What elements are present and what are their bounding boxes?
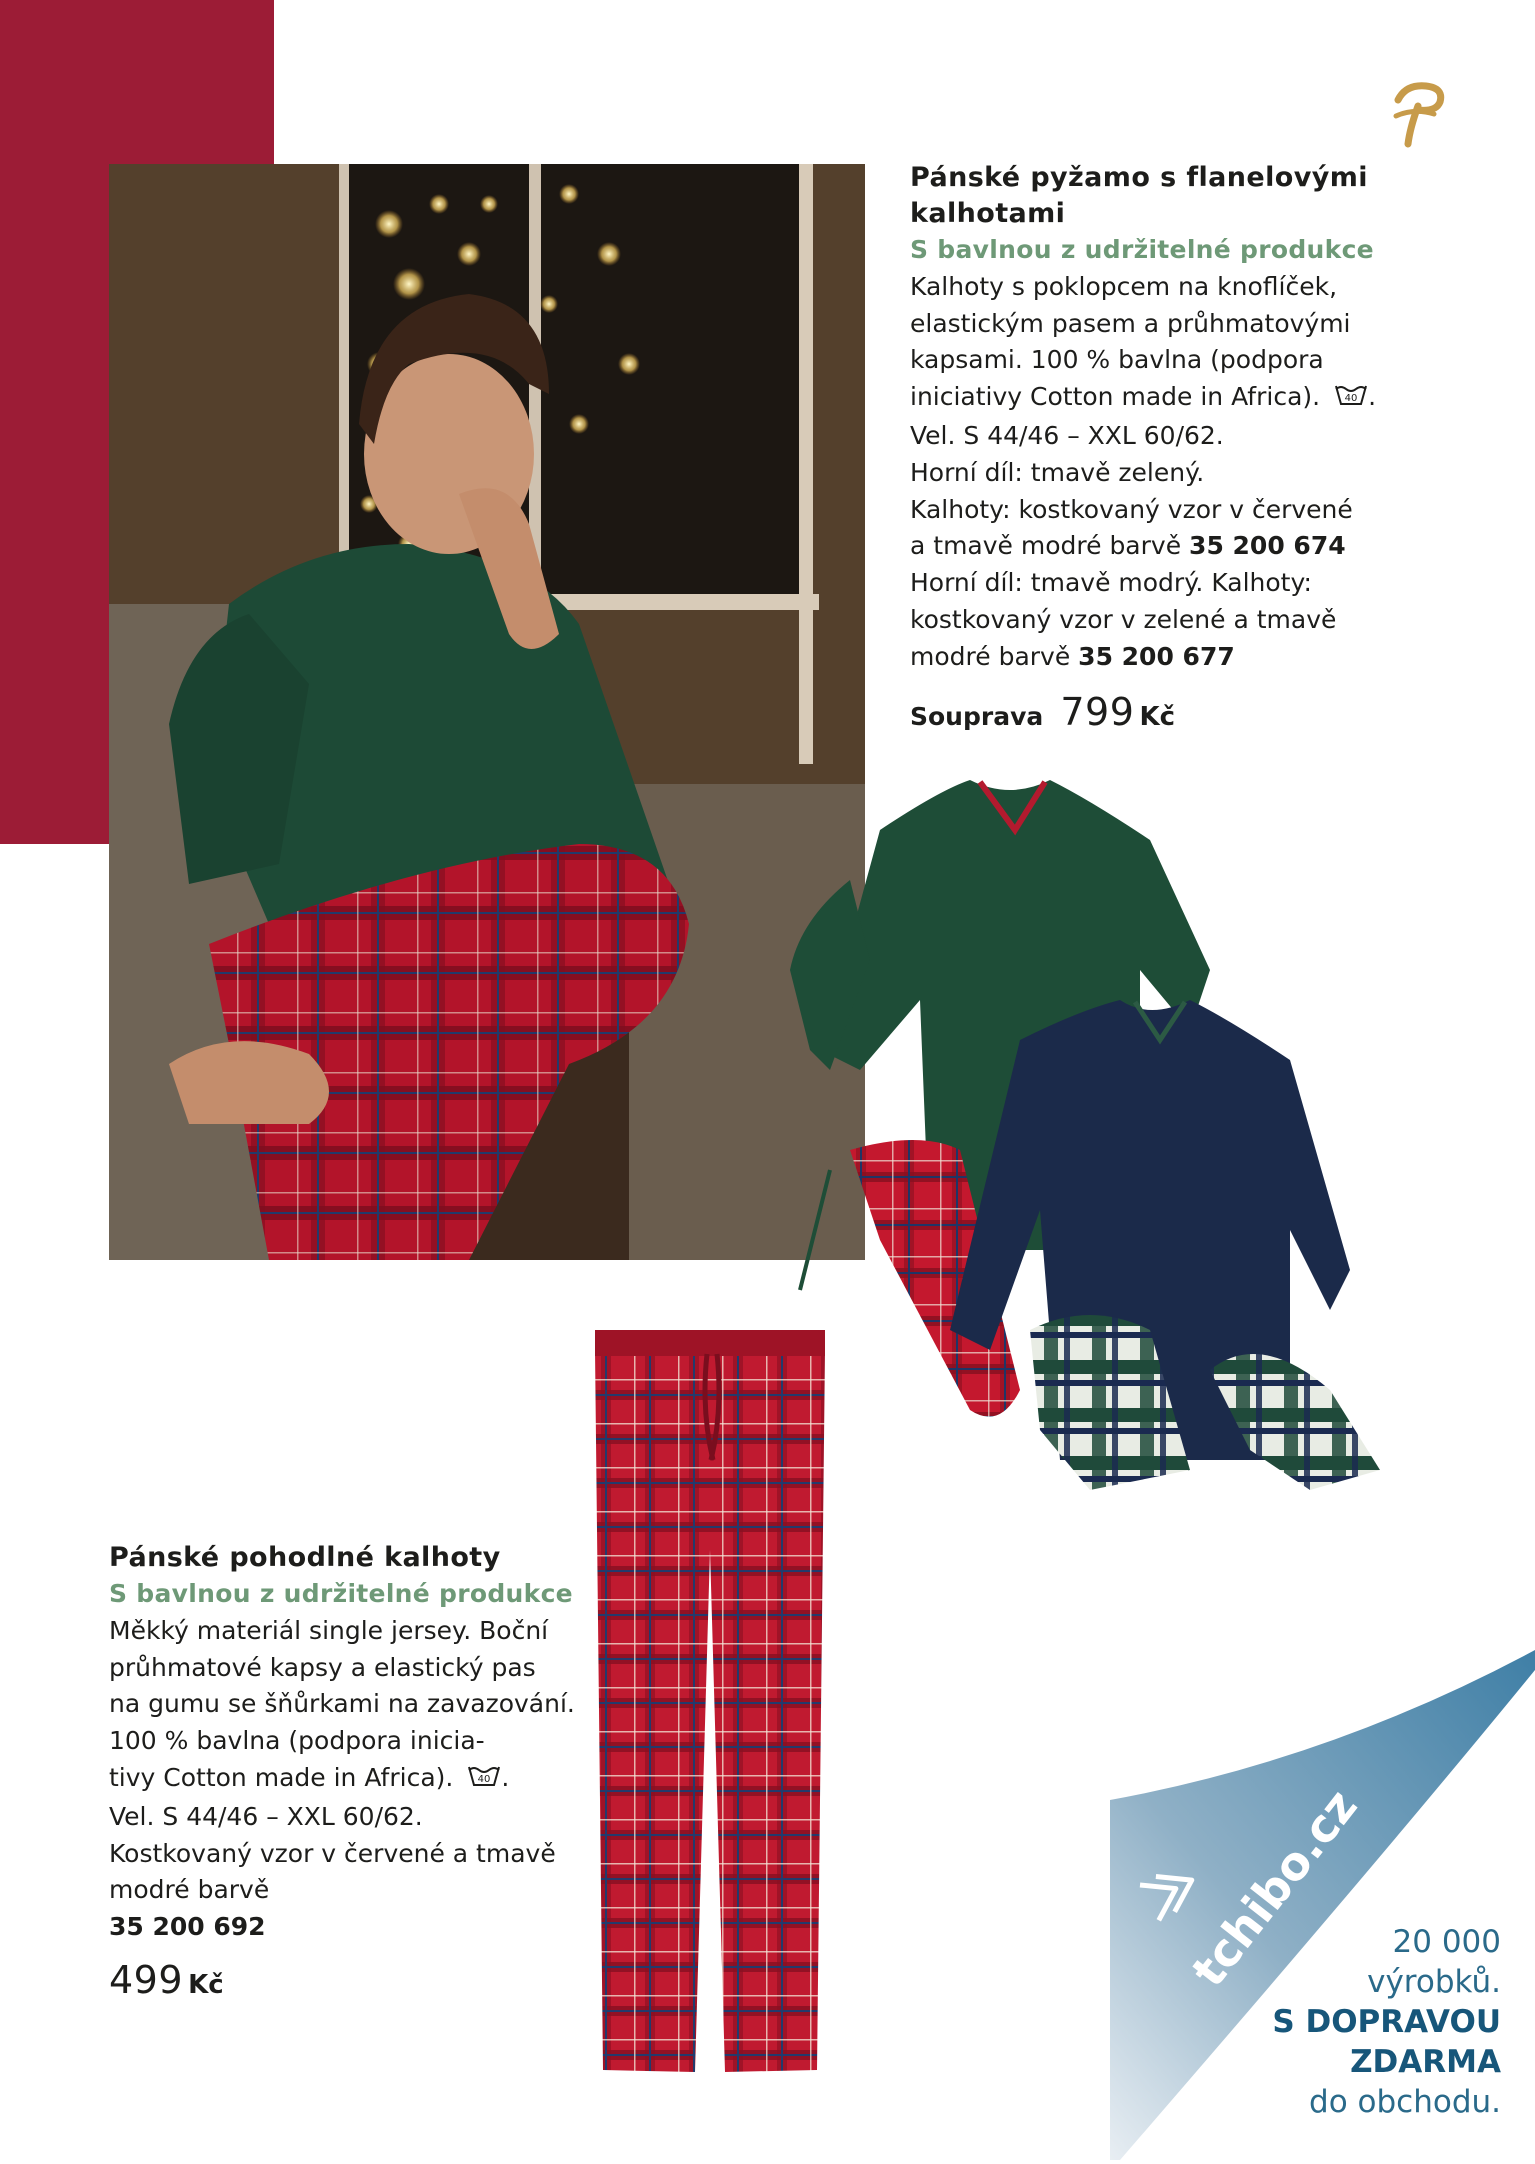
product-pyjama-info (910, 160, 1470, 734)
price: Souprava 799 Kč (910, 689, 1176, 734)
site-url: tchibo.cz (1181, 1779, 1368, 1997)
product-trousers-info (109, 1540, 629, 2002)
product-title: Pánské pyžamo s flanelovými kalhotami (910, 162, 1368, 229)
svg-text:40: 40 (477, 1773, 491, 1785)
tchibo-logo-icon (1388, 78, 1448, 150)
size-info: Vel. S 44/46 – XXL 60/62. (910, 420, 1224, 450)
price: 499 Kč (109, 1957, 224, 2002)
article-code: 35 200 692 (109, 1912, 266, 1942)
article-code: 35 200 674 (1189, 531, 1346, 561)
article-code: 35 200 677 (1078, 641, 1235, 671)
promo-text: 20 000 výrobků. S DOPRAVOU ZDARMA do obchodu. (1272, 1924, 1501, 2120)
pyjama-sets-image (790, 770, 1430, 1490)
product-description: Kalhoty s poklopcem na knoflíček, elastickým pasem a průhmatovými kapsami. 100 % bavlna (podpora iniciativy Cotton made in Africa). 40 . Vel. S 44/46 – XXL 60/62. Horní díl: tmavě zelený. Kalhoty: kostkovaný vzor v červené a tmavě modré barvě 35 200 674 Horní díl: tmavě modrý. Kalhoty: kostkovaný vzor v zelené a tmavě modré barvě 35 200 677 (910, 269, 1470, 676)
wash-40-icon (1334, 381, 1368, 418)
svg-text:40: 40 (1344, 393, 1358, 405)
lifestyle-photo (109, 164, 865, 1260)
wash-40-icon (467, 1762, 501, 1799)
product-subtitle: S bavlnou z udržitelné produkce (910, 235, 1374, 264)
product-title: Pánské pohodlné kalhoty (109, 1542, 501, 1573)
product-subtitle: S bavlnou z udržitelné produkce (109, 1579, 573, 1608)
product-description: Měkký materiál single jersey. Boční průhmatové kapsy a elastický pas na gumu se šňůrkami na zavazování. 100 % bavlna (podpora inicia- tivy Cotton made in Africa). 40 . Vel. S 44/46 – XXL 60/62. Kostkovaný vzor v červené a tmavě modré barvě 35 200 692 (109, 1613, 629, 1946)
size-info: Vel. S 44/46 – XXL 60/62. (109, 1801, 423, 1831)
